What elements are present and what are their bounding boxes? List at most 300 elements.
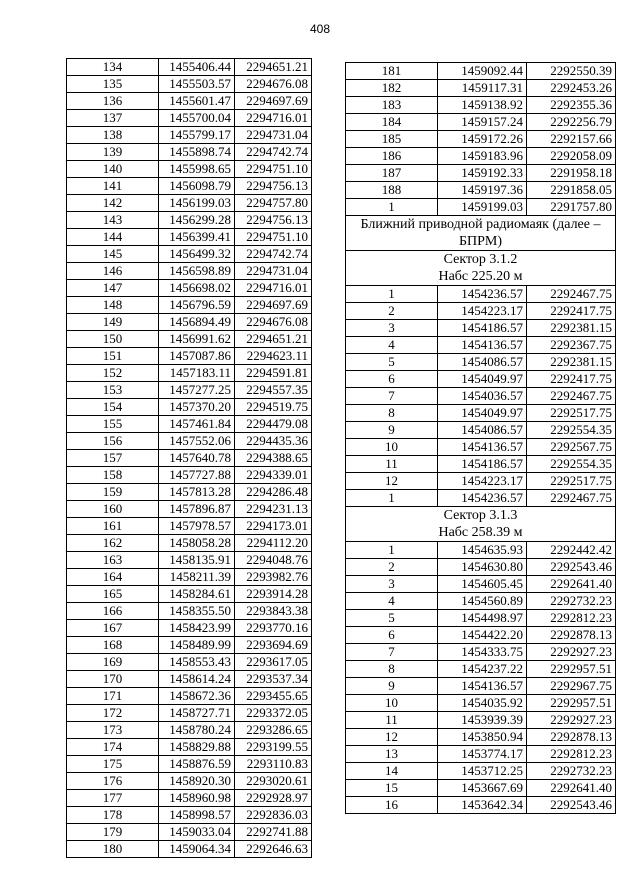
section-heading-row bbox=[346, 216, 616, 251]
table-row bbox=[67, 807, 312, 824]
point-number: 154 bbox=[67, 399, 159, 416]
table-row bbox=[67, 722, 312, 739]
coordinate-x: 1458489.99 bbox=[159, 637, 235, 654]
table-row bbox=[67, 416, 312, 433]
coordinate-x: 1454186.57 bbox=[438, 320, 527, 337]
coordinate-x: 1458727.71 bbox=[159, 705, 235, 722]
table-row bbox=[346, 695, 616, 712]
table-row bbox=[67, 229, 312, 246]
table-row bbox=[346, 746, 616, 763]
page-number: 408 bbox=[309, 22, 331, 36]
coordinate-x: 1454136.57 bbox=[438, 439, 527, 456]
table-row bbox=[346, 473, 616, 490]
coordinate-x: 1453667.69 bbox=[438, 780, 527, 797]
coordinate-x: 1454086.57 bbox=[438, 354, 527, 371]
coordinate-y: 2294591.81 bbox=[235, 365, 312, 382]
point-number: 171 bbox=[67, 688, 159, 705]
section-heading: Ближний приводной радиомаяк (далее – БПРМ) bbox=[346, 216, 616, 251]
coordinate-y: 2292641.40 bbox=[527, 576, 616, 593]
table-row bbox=[346, 593, 616, 610]
coordinate-x: 1457727.88 bbox=[159, 467, 235, 484]
point-number: 7 bbox=[346, 644, 438, 661]
point-number: 8 bbox=[346, 405, 438, 422]
point-number: 166 bbox=[67, 603, 159, 620]
coordinate-y: 2292836.03 bbox=[235, 807, 312, 824]
point-number: 1 bbox=[346, 286, 438, 303]
coordinate-x: 1458058.28 bbox=[159, 535, 235, 552]
point-number: 158 bbox=[67, 467, 159, 484]
coordinate-y: 2294676.08 bbox=[235, 314, 312, 331]
coordinate-x: 1458780.24 bbox=[159, 722, 235, 739]
point-number: 1 bbox=[346, 542, 438, 559]
coordinate-y: 2293770.16 bbox=[235, 620, 312, 637]
coordinate-y: 2294731.04 bbox=[235, 127, 312, 144]
table-row bbox=[346, 354, 616, 371]
coordinate-x: 1454049.97 bbox=[438, 371, 527, 388]
table-row bbox=[67, 195, 312, 212]
coordinate-y: 2293914.28 bbox=[235, 586, 312, 603]
coordinate-y: 2292927.23 bbox=[527, 712, 616, 729]
point-number: 1 bbox=[346, 199, 438, 216]
coordinate-y: 2294231.13 bbox=[235, 501, 312, 518]
point-number: 16 bbox=[346, 797, 438, 814]
coordinate-x: 1456598.89 bbox=[159, 263, 235, 280]
table-row bbox=[67, 144, 312, 161]
sector-altitude: Набс 258.39 м bbox=[438, 525, 523, 540]
coordinate-y: 2294519.75 bbox=[235, 399, 312, 416]
table-row bbox=[346, 678, 616, 695]
table-row bbox=[67, 739, 312, 756]
table-row bbox=[67, 688, 312, 705]
coordinate-y: 2292878.13 bbox=[527, 729, 616, 746]
point-number: 188 bbox=[346, 182, 438, 199]
point-number: 15 bbox=[346, 780, 438, 797]
point-number: 182 bbox=[346, 80, 438, 97]
point-number: 137 bbox=[67, 110, 159, 127]
point-number: 186 bbox=[346, 148, 438, 165]
table-row bbox=[67, 110, 312, 127]
coordinate-y: 2293372.05 bbox=[235, 705, 312, 722]
coordinate-y: 2294731.04 bbox=[235, 263, 312, 280]
coordinate-x: 1459138.92 bbox=[438, 97, 527, 114]
coordinate-x: 1456299.28 bbox=[159, 212, 235, 229]
coordinate-x: 1454223.17 bbox=[438, 303, 527, 320]
coordinate-x: 1455898.74 bbox=[159, 144, 235, 161]
coordinate-y: 2292732.23 bbox=[527, 763, 616, 780]
coordinate-y: 2294716.01 bbox=[235, 280, 312, 297]
table-row bbox=[67, 382, 312, 399]
coordinate-x: 1456499.32 bbox=[159, 246, 235, 263]
point-number: 6 bbox=[346, 627, 438, 644]
table-row bbox=[67, 280, 312, 297]
table-row bbox=[346, 610, 616, 627]
point-number: 142 bbox=[67, 195, 159, 212]
point-number: 164 bbox=[67, 569, 159, 586]
table-row bbox=[67, 314, 312, 331]
coordinate-y: 2294756.13 bbox=[235, 212, 312, 229]
coordinate-y: 2292467.75 bbox=[527, 388, 616, 405]
coordinate-x: 1459117.31 bbox=[438, 80, 527, 97]
coordinate-x: 1456199.03 bbox=[159, 195, 235, 212]
point-number: 156 bbox=[67, 433, 159, 450]
coordinate-x: 1456399.41 bbox=[159, 229, 235, 246]
point-number: 2 bbox=[346, 559, 438, 576]
table-row bbox=[67, 552, 312, 569]
coordinate-y: 2294623.11 bbox=[235, 348, 312, 365]
point-number: 9 bbox=[346, 422, 438, 439]
point-number: 7 bbox=[346, 388, 438, 405]
table-row bbox=[346, 165, 616, 182]
table-row bbox=[67, 212, 312, 229]
coordinate-x: 1457370.20 bbox=[159, 399, 235, 416]
coordinate-y: 2293110.83 bbox=[235, 756, 312, 773]
point-number: 162 bbox=[67, 535, 159, 552]
table-row bbox=[67, 76, 312, 93]
coordinate-x: 1454498.97 bbox=[438, 610, 527, 627]
coordinate-x: 1459092.44 bbox=[438, 63, 527, 80]
coordinate-y: 2293020.61 bbox=[235, 773, 312, 790]
point-number: 3 bbox=[346, 576, 438, 593]
point-number: 181 bbox=[346, 63, 438, 80]
point-number: 144 bbox=[67, 229, 159, 246]
point-number: 2 bbox=[346, 303, 438, 320]
table-row bbox=[346, 148, 616, 165]
table-row bbox=[346, 576, 616, 593]
point-number: 169 bbox=[67, 654, 159, 671]
coordinate-x: 1457552.06 bbox=[159, 433, 235, 450]
table-row bbox=[67, 348, 312, 365]
coordinate-x: 1459172.26 bbox=[438, 131, 527, 148]
coordinate-y: 2291858.05 bbox=[527, 182, 616, 199]
table-row bbox=[67, 654, 312, 671]
coordinate-y: 2293617.05 bbox=[235, 654, 312, 671]
coordinate-y: 2292355.36 bbox=[527, 97, 616, 114]
coordinate-y: 2292554.35 bbox=[527, 422, 616, 439]
coordinate-x: 1455799.17 bbox=[159, 127, 235, 144]
coordinate-x: 1458998.57 bbox=[159, 807, 235, 824]
coordinate-y: 2294286.48 bbox=[235, 484, 312, 501]
point-number: 183 bbox=[346, 97, 438, 114]
table-row bbox=[346, 797, 616, 814]
table-row bbox=[346, 422, 616, 439]
point-number: 149 bbox=[67, 314, 159, 331]
coordinate-x: 1455998.65 bbox=[159, 161, 235, 178]
point-number: 5 bbox=[346, 354, 438, 371]
point-number: 4 bbox=[346, 337, 438, 354]
point-number: 159 bbox=[67, 484, 159, 501]
table-row bbox=[346, 439, 616, 456]
coordinate-x: 1455406.44 bbox=[159, 59, 235, 76]
point-number: 167 bbox=[67, 620, 159, 637]
coordinate-y: 2292732.23 bbox=[527, 593, 616, 610]
point-number: 161 bbox=[67, 518, 159, 535]
coordinate-y: 2294676.08 bbox=[235, 76, 312, 93]
point-number: 148 bbox=[67, 297, 159, 314]
coordinate-x: 1454136.57 bbox=[438, 337, 527, 354]
coordinate-x: 1458829.88 bbox=[159, 739, 235, 756]
coordinate-y: 2292957.51 bbox=[527, 661, 616, 678]
point-number: 185 bbox=[346, 131, 438, 148]
point-number: 179 bbox=[67, 824, 159, 841]
table-row bbox=[67, 501, 312, 518]
table-row bbox=[346, 780, 616, 797]
coordinate-y: 2294697.69 bbox=[235, 297, 312, 314]
point-number: 145 bbox=[67, 246, 159, 263]
coordinate-x: 1453712.25 bbox=[438, 763, 527, 780]
sector-heading-row bbox=[346, 507, 616, 542]
sector-title: Сектор 3.1.3 bbox=[443, 508, 518, 523]
coordinate-y: 2292567.75 bbox=[527, 439, 616, 456]
table-row bbox=[67, 637, 312, 654]
coordinate-x: 1458920.30 bbox=[159, 773, 235, 790]
table-row bbox=[67, 297, 312, 314]
coordinate-x: 1459064.34 bbox=[159, 841, 235, 858]
coordinate-y: 2294716.01 bbox=[235, 110, 312, 127]
table-row bbox=[346, 114, 616, 131]
table-row bbox=[346, 199, 616, 216]
coordinate-y: 2292442.42 bbox=[527, 542, 616, 559]
point-number: 180 bbox=[67, 841, 159, 858]
coordinate-y: 2292646.63 bbox=[235, 841, 312, 858]
table-row bbox=[67, 586, 312, 603]
coordinate-y: 2292417.75 bbox=[527, 371, 616, 388]
table-row bbox=[346, 661, 616, 678]
coordinate-x: 1455700.04 bbox=[159, 110, 235, 127]
point-number: 150 bbox=[67, 331, 159, 348]
coordinate-y: 2292957.51 bbox=[527, 695, 616, 712]
table-row bbox=[67, 161, 312, 178]
table-row bbox=[67, 365, 312, 382]
table-row bbox=[346, 490, 616, 507]
table-row bbox=[346, 763, 616, 780]
point-number: 157 bbox=[67, 450, 159, 467]
table-row bbox=[346, 542, 616, 559]
coordinate-x: 1458135.91 bbox=[159, 552, 235, 569]
point-number: 168 bbox=[67, 637, 159, 654]
coordinate-y: 2292058.09 bbox=[527, 148, 616, 165]
table-row bbox=[346, 320, 616, 337]
point-number: 147 bbox=[67, 280, 159, 297]
table-row bbox=[67, 450, 312, 467]
table-row bbox=[67, 603, 312, 620]
coordinate-x: 1459157.24 bbox=[438, 114, 527, 131]
sector-title: Сектор 3.1.2 bbox=[443, 252, 518, 267]
point-number: 141 bbox=[67, 178, 159, 195]
point-number: 9 bbox=[346, 678, 438, 695]
table-row bbox=[67, 790, 312, 807]
point-number: 165 bbox=[67, 586, 159, 603]
table-row bbox=[67, 535, 312, 552]
coordinate-y: 2294479.08 bbox=[235, 416, 312, 433]
coordinate-x: 1454236.57 bbox=[438, 490, 527, 507]
coordinate-x: 1457978.57 bbox=[159, 518, 235, 535]
coordinate-x: 1454035.92 bbox=[438, 695, 527, 712]
coordinate-x: 1454049.97 bbox=[438, 405, 527, 422]
coordinate-x: 1453642.34 bbox=[438, 797, 527, 814]
coordinate-x: 1454086.57 bbox=[438, 422, 527, 439]
coordinate-y: 2292554.35 bbox=[527, 456, 616, 473]
coordinate-x: 1456698.02 bbox=[159, 280, 235, 297]
coordinate-x: 1458211.39 bbox=[159, 569, 235, 586]
coordinate-x: 1453939.39 bbox=[438, 712, 527, 729]
coordinate-y: 2293286.65 bbox=[235, 722, 312, 739]
table-row bbox=[346, 371, 616, 388]
coordinate-y: 2294751.10 bbox=[235, 161, 312, 178]
coordinate-x: 1457461.84 bbox=[159, 416, 235, 433]
coordinate-y: 2292928.97 bbox=[235, 790, 312, 807]
coordinate-x: 1458672.36 bbox=[159, 688, 235, 705]
point-number: 138 bbox=[67, 127, 159, 144]
coordinate-y: 2292641.40 bbox=[527, 780, 616, 797]
coordinate-x: 1454422.20 bbox=[438, 627, 527, 644]
table-row bbox=[67, 331, 312, 348]
coordinate-y: 2294651.21 bbox=[235, 59, 312, 76]
table-row bbox=[67, 127, 312, 144]
table-row bbox=[67, 178, 312, 195]
table-row bbox=[67, 467, 312, 484]
coordinate-y: 2294339.01 bbox=[235, 467, 312, 484]
coordinate-y: 2293843.38 bbox=[235, 603, 312, 620]
coordinate-x: 1457640.78 bbox=[159, 450, 235, 467]
coordinate-y: 2292381.15 bbox=[527, 320, 616, 337]
coordinate-y: 2292550.39 bbox=[527, 63, 616, 80]
coordinate-x: 1454036.57 bbox=[438, 388, 527, 405]
point-number: 10 bbox=[346, 439, 438, 456]
coordinate-x: 1459033.04 bbox=[159, 824, 235, 841]
point-number: 143 bbox=[67, 212, 159, 229]
coordinate-x: 1454236.57 bbox=[438, 286, 527, 303]
point-number: 160 bbox=[67, 501, 159, 518]
coordinate-y: 2294697.69 bbox=[235, 93, 312, 110]
coordinate-x: 1456796.59 bbox=[159, 297, 235, 314]
coordinate-x: 1455601.47 bbox=[159, 93, 235, 110]
table-row bbox=[67, 433, 312, 450]
coordinate-y: 2292381.15 bbox=[527, 354, 616, 371]
table-row bbox=[346, 456, 616, 473]
coordinates-table-right bbox=[345, 62, 616, 814]
point-number: 173 bbox=[67, 722, 159, 739]
coordinate-y: 2294742.74 bbox=[235, 246, 312, 263]
coordinate-y: 2294557.35 bbox=[235, 382, 312, 399]
coordinate-y: 2292927.23 bbox=[527, 644, 616, 661]
point-number: 170 bbox=[67, 671, 159, 688]
table-row bbox=[346, 80, 616, 97]
point-number: 176 bbox=[67, 773, 159, 790]
point-number: 178 bbox=[67, 807, 159, 824]
point-number: 172 bbox=[67, 705, 159, 722]
table-row bbox=[67, 705, 312, 722]
point-number: 153 bbox=[67, 382, 159, 399]
coordinate-y: 2294751.10 bbox=[235, 229, 312, 246]
table-row bbox=[346, 337, 616, 354]
coordinate-y: 2294742.74 bbox=[235, 144, 312, 161]
table-row bbox=[67, 263, 312, 280]
coordinate-y: 2292543.46 bbox=[527, 797, 616, 814]
coordinate-x: 1454605.45 bbox=[438, 576, 527, 593]
point-number: 8 bbox=[346, 661, 438, 678]
coordinate-y: 2293537.34 bbox=[235, 671, 312, 688]
table-row bbox=[346, 131, 616, 148]
point-number: 3 bbox=[346, 320, 438, 337]
point-number: 134 bbox=[67, 59, 159, 76]
point-number: 11 bbox=[346, 712, 438, 729]
table-row bbox=[346, 559, 616, 576]
point-number: 163 bbox=[67, 552, 159, 569]
coordinate-x: 1457896.87 bbox=[159, 501, 235, 518]
point-number: 12 bbox=[346, 729, 438, 746]
table-row bbox=[346, 286, 616, 303]
coordinate-y: 2292517.75 bbox=[527, 405, 616, 422]
table-row bbox=[346, 729, 616, 746]
sector-heading bbox=[346, 251, 616, 286]
coordinate-y: 2292812.23 bbox=[527, 610, 616, 627]
coordinate-x: 1454560.89 bbox=[438, 593, 527, 610]
coordinate-x: 1459192.33 bbox=[438, 165, 527, 182]
coordinate-y: 2291958.18 bbox=[527, 165, 616, 182]
point-number: 1 bbox=[346, 490, 438, 507]
table-row bbox=[67, 620, 312, 637]
point-number: 14 bbox=[346, 763, 438, 780]
coordinate-y: 2294757.80 bbox=[235, 195, 312, 212]
point-number: 151 bbox=[67, 348, 159, 365]
point-number: 174 bbox=[67, 739, 159, 756]
coordinate-x: 1458355.50 bbox=[159, 603, 235, 620]
point-number: 13 bbox=[346, 746, 438, 763]
table-row bbox=[346, 644, 616, 661]
coordinate-y: 2293694.69 bbox=[235, 637, 312, 654]
coordinate-x: 1454630.80 bbox=[438, 559, 527, 576]
table-row bbox=[67, 518, 312, 535]
coordinate-y: 2292812.23 bbox=[527, 746, 616, 763]
table-row bbox=[67, 841, 312, 858]
coordinate-x: 1459199.03 bbox=[438, 199, 527, 216]
coordinate-y: 2292741.88 bbox=[235, 824, 312, 841]
coordinate-x: 1457813.28 bbox=[159, 484, 235, 501]
coordinate-x: 1458423.99 bbox=[159, 620, 235, 637]
table-row bbox=[67, 773, 312, 790]
coordinate-x: 1458876.59 bbox=[159, 756, 235, 773]
point-number: 4 bbox=[346, 593, 438, 610]
coordinate-y: 2294173.01 bbox=[235, 518, 312, 535]
point-number: 177 bbox=[67, 790, 159, 807]
coordinate-x: 1454237.22 bbox=[438, 661, 527, 678]
point-number: 135 bbox=[67, 76, 159, 93]
coordinates-table-left bbox=[66, 58, 312, 858]
coordinate-x: 1454333.75 bbox=[438, 644, 527, 661]
coordinate-y: 2294048.76 bbox=[235, 552, 312, 569]
point-number: 10 bbox=[346, 695, 438, 712]
coordinate-x: 1457087.86 bbox=[159, 348, 235, 365]
coordinate-x: 1454223.17 bbox=[438, 473, 527, 490]
sector-heading bbox=[346, 507, 616, 542]
coordinate-y: 2292453.26 bbox=[527, 80, 616, 97]
table-row bbox=[67, 671, 312, 688]
coordinate-x: 1458553.43 bbox=[159, 654, 235, 671]
point-number: 139 bbox=[67, 144, 159, 161]
table-row bbox=[67, 246, 312, 263]
coordinate-y: 2292157.66 bbox=[527, 131, 616, 148]
coordinate-x: 1453774.17 bbox=[438, 746, 527, 763]
point-number: 187 bbox=[346, 165, 438, 182]
coordinate-x: 1457183.11 bbox=[159, 365, 235, 382]
coordinate-y: 2294112.20 bbox=[235, 535, 312, 552]
coordinate-y: 2293455.65 bbox=[235, 688, 312, 705]
table-row bbox=[346, 303, 616, 320]
table-row bbox=[67, 59, 312, 76]
coordinate-y: 2292517.75 bbox=[527, 473, 616, 490]
coordinate-x: 1455503.57 bbox=[159, 76, 235, 93]
point-number: 11 bbox=[346, 456, 438, 473]
